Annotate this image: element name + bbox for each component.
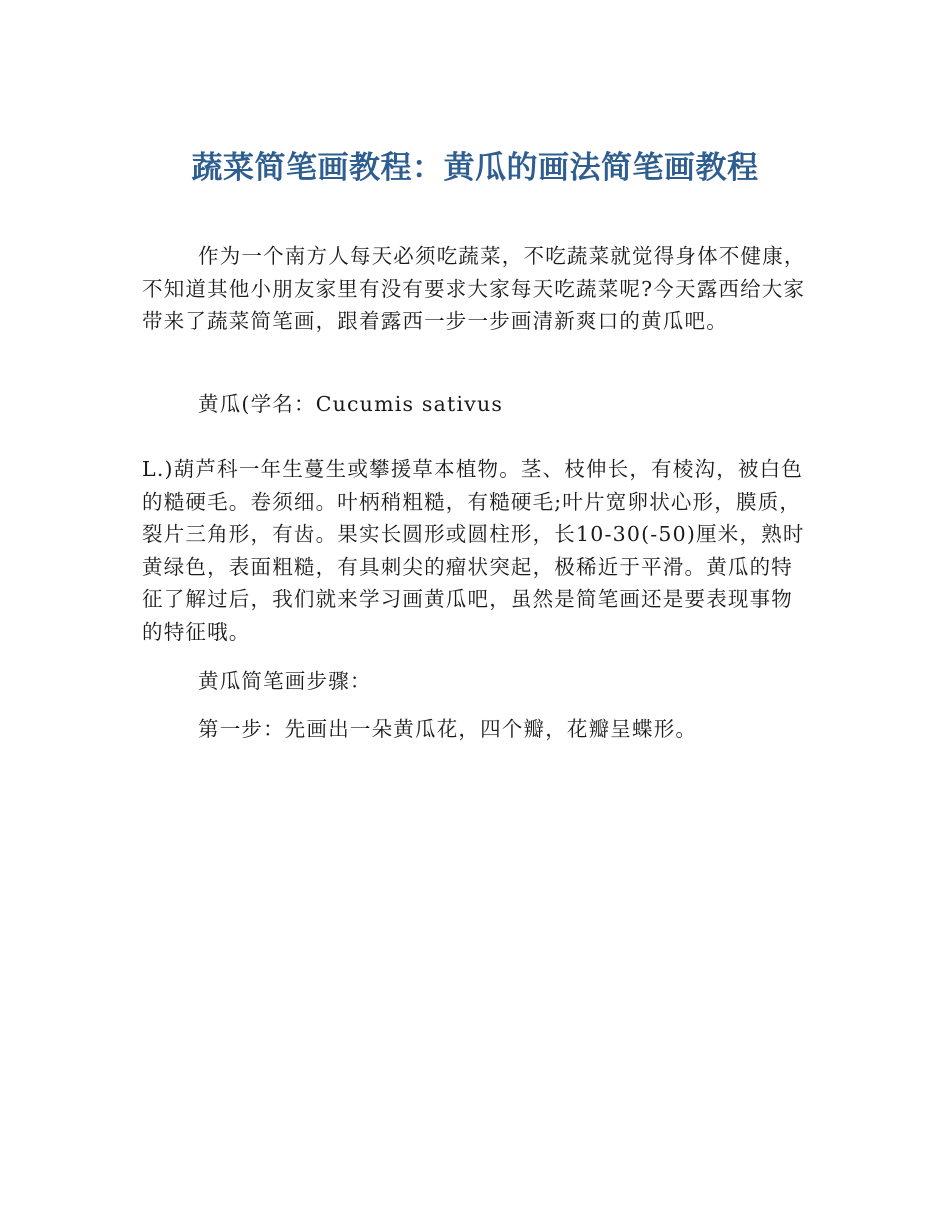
step-one-paragraph: 第一步：先画出一朵黄瓜花，四个瓣，花瓣呈蝶形。 bbox=[198, 717, 698, 741]
steps-heading: 黄瓜简笔画步骤： bbox=[198, 669, 372, 693]
scientific-name-paragraph: 黄瓜(学名：Cucumis sativus bbox=[198, 392, 504, 416]
description-paragraph: L.)葫芦科一年生蔓生或攀援草本植物。茎、枝伸长，有棱沟，被白色的糙硬毛。卷须细。叶柄稍粗糙，有糙硬毛;叶片宽卵状心形，膜质，裂片三角形，有齿。果实长圆形或圆柱形，长10-30(-50)厘米，熟时黄绿色，表面粗糙，有具刺尖的瘤状突起，极稀近于平滑。黄瓜的特征了解过后，我们就来学习画黄瓜吧，虽然是简笔画还是要表现事物的特征哦。 bbox=[142, 457, 805, 644]
page-title: 蔬菜简笔画教程：黄瓜的画法简笔画教程 bbox=[191, 150, 759, 186]
intro-paragraph: 作为一个南方人每天必须吃蔬菜，不吃蔬菜就觉得身体不健康，不知道其他小朋友家里有没有要求大家每天吃蔬菜呢?今天露西给大家带来了蔬菜简笔画，跟着露西一步一步画清新爽口的黄瓜吧。 bbox=[142, 244, 806, 333]
